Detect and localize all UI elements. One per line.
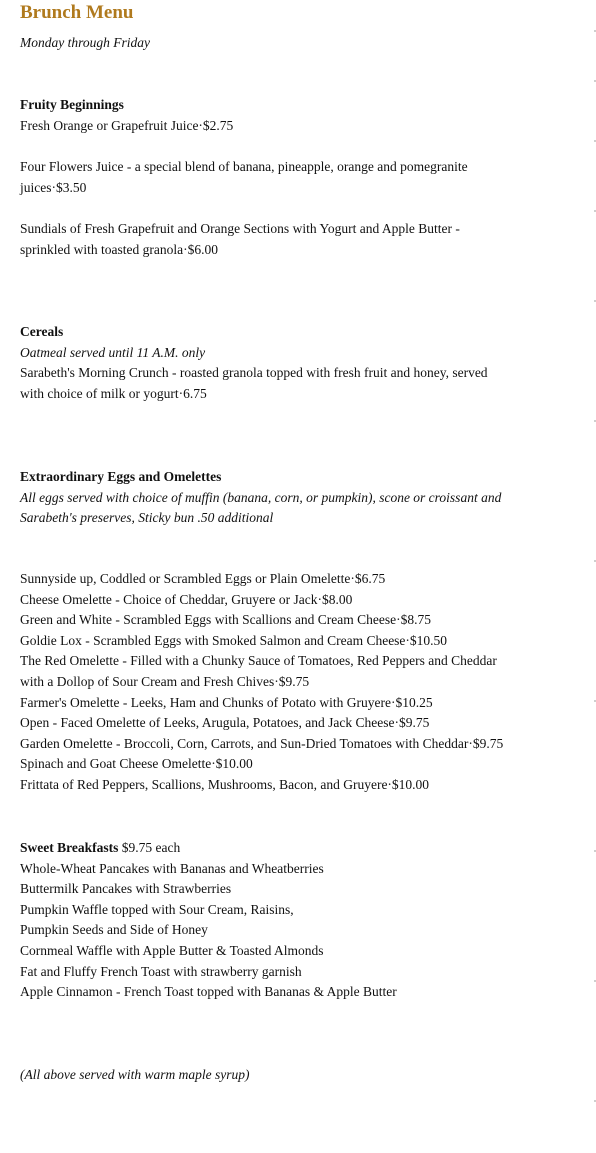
menu-item-continuation: juices·$3.50 — [20, 179, 87, 195]
menu-item: Apple Cinnamon - French Toast topped with Bananas & Apple Butter — [20, 984, 397, 1000]
section-eggs-omelettes — [20, 467, 580, 529]
menu-item: Sarabeth's Morning Crunch - roasted granola topped with fresh fruit and honey, served — [20, 365, 488, 381]
menu-item-continuation: with choice of milk or yogurt·6.75 — [20, 385, 207, 401]
section-heading-row — [20, 838, 580, 859]
menu-item: Open - Faced Omelette of Leeks, Arugula, Potatoes, and Jack Cheese·$9.75 — [20, 715, 430, 731]
section-heading: Extraordinary Eggs and Omelettes — [20, 469, 222, 484]
menu-item: Green and White - Scrambled Eggs with Scallions and Cream Cheese·$8.75 — [20, 612, 432, 628]
menu-item-continuation: Pumpkin Seeds and Side of Honey — [20, 922, 208, 938]
menu-item: Sunnyside up, Coddled or Scrambled Eggs or Plain Omelette·$6.75 — [20, 571, 386, 586]
eggs-item-list — [20, 569, 580, 796]
section-note: All eggs served with choice of muffin (banana, corn, or pumpkin), scone or croissant and — [20, 489, 502, 505]
section-heading: Fruity Beginnings — [20, 97, 124, 112]
menu-title: Brunch Menu — [20, 2, 134, 23]
menu-subtitle: Monday through Friday — [20, 35, 150, 50]
menu-item: Fat and Fluffy French Toast with strawberry garnish — [20, 963, 302, 979]
menu-item-continuation: sprinkled with toasted granola·$6.00 — [20, 241, 218, 257]
menu-item: Four Flowers Juice - a special blend of banana, pineapple, orange and pomegranite — [20, 159, 468, 175]
menu-item: Pumpkin Waffle topped with Sour Cream, Raisins, — [20, 901, 294, 917]
menu-item: Cornmeal Waffle with Apple Butter & Toasted Almonds — [20, 942, 324, 958]
menu-item: Garden Omelette - Broccoli, Corn, Carrots, and Sun-Dried Tomatoes with Cheddar·$9.75 — [20, 735, 504, 751]
menu-item: Cheese Omelette - Choice of Cheddar, Gruyere or Jack·$8.00 — [20, 591, 353, 607]
section-heading: Cereals — [20, 324, 64, 339]
section-fruity-beginnings — [20, 95, 580, 261]
section-cereals — [20, 322, 580, 404]
section-price: $9.75 each — [118, 840, 181, 855]
footer-note: (All above served with warm maple syrup) — [20, 1067, 250, 1082]
menu-item: The Red Omelette - Filled with a Chunky Sauce of Tomatoes, Red Peppers and Cheddar — [20, 653, 497, 669]
section-note: Oatmeal served until 11 A.M. only — [20, 344, 206, 360]
menu-item: Farmer's Omelette - Leeks, Ham and Chunks of Potato with Gruyere·$10.25 — [20, 694, 433, 710]
menu-item: Frittata of Red Peppers, Scallions, Mushrooms, Bacon, and Gruyere·$10.00 — [20, 776, 430, 792]
menu-item: Spinach and Goat Cheese Omelette·$10.00 — [20, 756, 253, 772]
menu-item: Fresh Orange or Grapefruit Juice·$2.75 — [20, 117, 234, 133]
section-note-continuation: Sarabeth's preserves, Sticky bun .50 additional — [20, 510, 274, 526]
section-heading: Sweet Breakfasts — [20, 840, 119, 855]
section-sweet-breakfasts — [20, 838, 580, 1003]
menu-item-continuation: with a Dollop of Sour Cream and Fresh Chives·$9.75 — [20, 673, 310, 689]
menu-item: Whole-Wheat Pancakes with Bananas and Wheatberries — [20, 860, 324, 876]
menu-item: Goldie Lox - Scrambled Eggs with Smoked Salmon and Cream Cheese·$10.50 — [20, 632, 448, 648]
menu-item: Buttermilk Pancakes with Strawberries — [20, 881, 232, 897]
menu-item: Sundials of Fresh Grapefruit and Orange Sections with Yogurt and Apple Butter - — [20, 221, 460, 237]
